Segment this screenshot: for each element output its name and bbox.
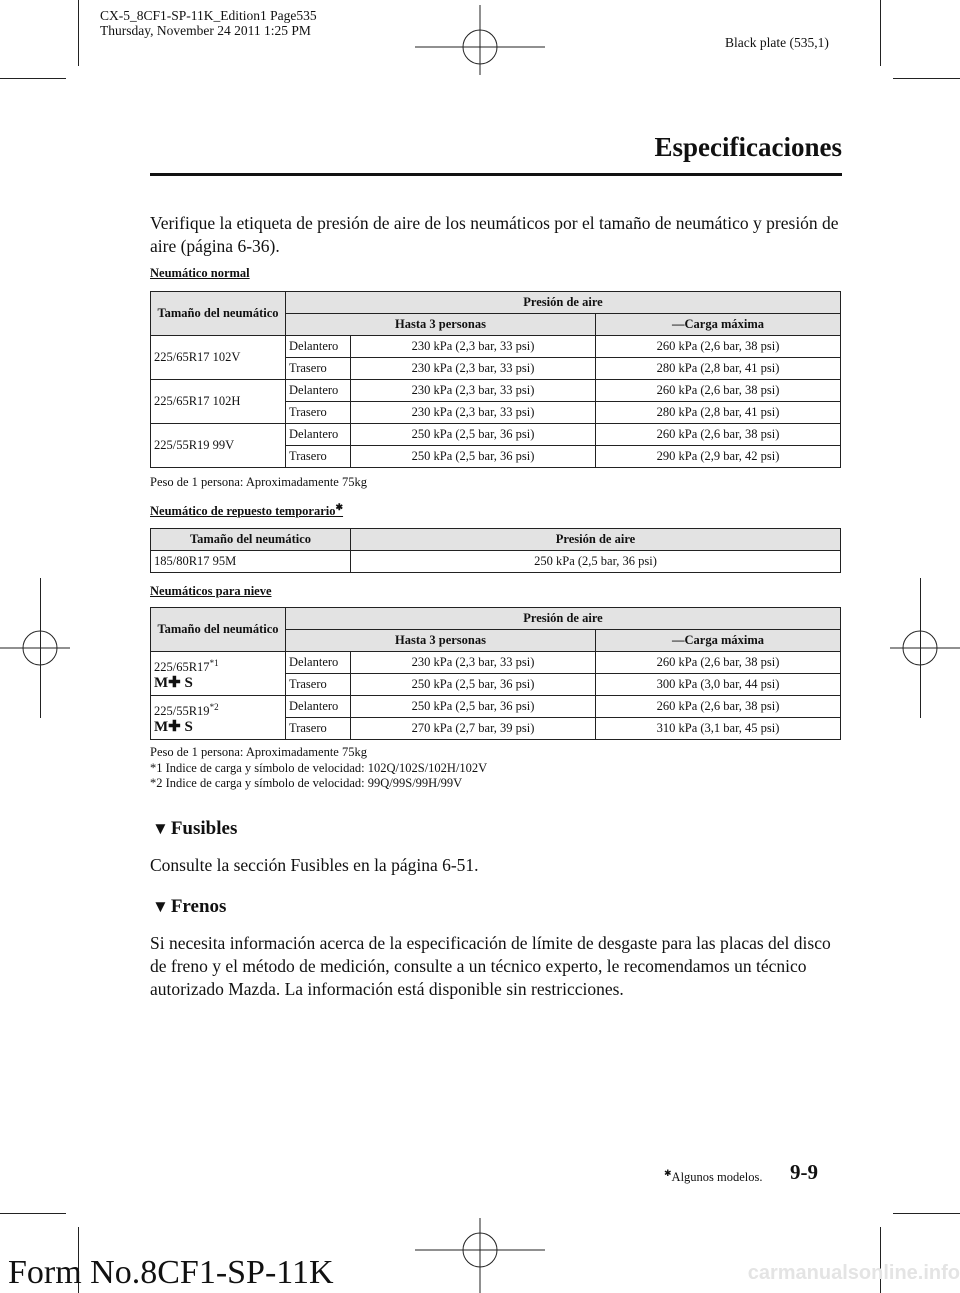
col-header-pressure: Presión de aire: [351, 529, 841, 551]
col-header-max: —Carga máxima: [596, 314, 841, 336]
print-header: [100, 8, 317, 38]
pressure-cell: 230 kPa (2,3 bar, 33 psi): [351, 336, 596, 358]
pressure-cell: 260 kPa (2,6 bar, 38 psi): [596, 424, 841, 446]
asterisk-icon: ✱: [335, 502, 344, 512]
intro-paragraph: Verifique la etiqueta de presión de aire de los neumáticos por el tamaño de neumático y presión de aire (página 6-36).: [150, 213, 839, 256]
position-cell: Trasero: [286, 674, 351, 696]
form-number: Form No.8CF1-SP-11K: [8, 1254, 334, 1291]
col-header-pressure: Presión de aire: [286, 292, 841, 314]
tire-size-cell: 225/55R19 99V: [151, 424, 286, 468]
normal-weight-note: Peso de 1 persona: Aproximadamente 75kg: [150, 475, 367, 489]
snow-weight-note: Peso de 1 persona: Aproximadamente 75kg: [150, 745, 367, 759]
pressure-cell: 250 kPa (2,5 bar, 36 psi): [351, 446, 596, 468]
crop-mark: [0, 78, 66, 79]
pressure-cell: 260 kPa (2,6 bar, 38 psi): [596, 336, 841, 358]
tire-size-cell: [151, 696, 286, 740]
section-title: Especificaciones: [654, 132, 842, 162]
table-row: [151, 696, 841, 718]
tire-size-text: 225/55R19: [154, 704, 210, 719]
footnote-ref: *1: [209, 658, 219, 669]
footnote-ref: *2: [209, 702, 219, 713]
footnote-2: *2 Indice de carga y símbolo de velocidad: 99Q/99S/99H/99V: [150, 776, 463, 790]
normal-tire-heading: Neumático normal: [150, 266, 250, 280]
pressure-cell: 250 kPa (2,5 bar, 36 psi): [351, 424, 596, 446]
position-cell: Delantero: [286, 696, 351, 718]
pressure-cell: 230 kPa (2,3 bar, 33 psi): [351, 380, 596, 402]
table-row: [151, 551, 841, 573]
spare-tire-table: [150, 528, 841, 573]
position-cell: Trasero: [286, 446, 351, 468]
frenos-text: Si necesita información acerca de la especificación de límite de desgaste para las placas del disco de freno y el método de medición, consulte a un técnico experto, le recomendamos un técnico autorizado Mazda. La información está disponible sin restricciones.: [150, 933, 831, 999]
page-number: 9-9: [790, 1160, 818, 1184]
pressure-cell: 250 kPa (2,5 bar, 36 psi): [351, 551, 841, 573]
position-cell: Delantero: [286, 336, 351, 358]
registration-mark-icon: [415, 5, 545, 75]
col-header-up3: Hasta 3 personas: [286, 630, 596, 652]
crop-mark: [880, 0, 881, 66]
plate-label: Black plate (535,1): [725, 35, 829, 50]
pressure-cell: 270 kPa (2,7 bar, 39 psi): [351, 718, 596, 740]
pressure-cell: 300 kPa (3,0 bar, 44 psi): [596, 674, 841, 696]
col-header-max: —Carga máxima: [596, 630, 841, 652]
tire-size-cell: 185/80R17 95M: [151, 551, 351, 573]
mud-snow-symbol: M✚ S: [154, 718, 193, 735]
col-header-size: Tamaño del neumático: [151, 292, 286, 336]
pressure-cell: 250 kPa (2,5 bar, 36 psi): [351, 674, 596, 696]
asterisk-icon: ✱: [664, 1168, 672, 1178]
position-cell: Trasero: [286, 402, 351, 424]
section-divider: [150, 173, 842, 176]
tire-size-cell: 225/65R17 102V: [151, 336, 286, 380]
table-row: [151, 380, 841, 402]
pressure-cell: 230 kPa (2,3 bar, 33 psi): [351, 402, 596, 424]
col-header-pressure: Presión de aire: [286, 608, 841, 630]
position-cell: Trasero: [286, 358, 351, 380]
print-header-line1: CX-5_8CF1-SP-11K_Edition1 Page535: [100, 8, 317, 23]
table-row: [151, 652, 841, 674]
watermark: carmanualsonline.info: [747, 1262, 960, 1284]
crop-mark: [893, 1213, 960, 1214]
registration-mark-icon: [0, 610, 70, 690]
tire-size-cell: 225/65R17 102H: [151, 380, 286, 424]
pressure-cell: 230 kPa (2,3 bar, 33 psi): [351, 652, 596, 674]
position-cell: Delantero: [286, 380, 351, 402]
fusibles-heading: [152, 818, 237, 840]
fusibles-title: Fusibles: [170, 818, 238, 839]
triangle-bullet-icon: ▼: [152, 897, 169, 916]
fusibles-text: Consulte la sección Fusibles en la página 6-51.: [150, 855, 479, 875]
registration-mark-icon: [890, 610, 960, 690]
pressure-cell: 280 kPa (2,8 bar, 41 psi): [596, 402, 841, 424]
table-row: [151, 336, 841, 358]
footnote-models-text: Algunos modelos.: [671, 1170, 763, 1185]
print-header-line2: Thursday, November 24 2011 1:25 PM: [100, 23, 311, 38]
pressure-cell: 310 kPa (3,1 bar, 45 psi): [596, 718, 841, 740]
frenos-title: Frenos: [170, 896, 227, 917]
col-header-size: Tamaño del neumático: [151, 529, 351, 551]
tire-size-text: 225/65R17: [154, 660, 210, 675]
snow-tire-heading: Neumáticos para nieve: [150, 584, 272, 598]
crop-mark: [893, 78, 960, 79]
crop-mark: [78, 0, 79, 66]
frenos-heading: [152, 896, 226, 918]
pressure-cell: 260 kPa (2,6 bar, 38 psi): [596, 696, 841, 718]
position-cell: Delantero: [286, 424, 351, 446]
mud-snow-symbol: M✚ S: [154, 674, 193, 691]
registration-mark-icon: [415, 1218, 545, 1293]
pressure-cell: 250 kPa (2,5 bar, 36 psi): [351, 696, 596, 718]
pressure-cell: 230 kPa (2,3 bar, 33 psi): [351, 358, 596, 380]
pressure-cell: 280 kPa (2,8 bar, 41 psi): [596, 358, 841, 380]
position-cell: Trasero: [286, 718, 351, 740]
footnote-models: [664, 1168, 763, 1185]
crop-mark: [0, 1213, 66, 1214]
position-cell: Delantero: [286, 652, 351, 674]
pressure-cell: 260 kPa (2,6 bar, 38 psi): [596, 652, 841, 674]
snow-tire-table: [150, 607, 841, 740]
table-row: [151, 424, 841, 446]
col-header-size: Tamaño del neumático: [151, 608, 286, 652]
triangle-bullet-icon: ▼: [152, 819, 169, 838]
tire-size-cell: [151, 652, 286, 696]
pressure-cell: 260 kPa (2,6 bar, 38 psi): [596, 380, 841, 402]
footnote-1: *1 Indice de carga y símbolo de velocidad: 102Q/102S/102H/102V: [150, 760, 488, 775]
pressure-cell: 290 kPa (2,9 bar, 42 psi): [596, 446, 841, 468]
snow-notes: [150, 745, 487, 792]
spare-tire-heading-text: Neumático de repuesto temporario: [150, 504, 336, 519]
normal-tire-table: [150, 291, 841, 468]
spare-tire-heading: [150, 502, 343, 519]
col-header-up3: Hasta 3 personas: [286, 314, 596, 336]
